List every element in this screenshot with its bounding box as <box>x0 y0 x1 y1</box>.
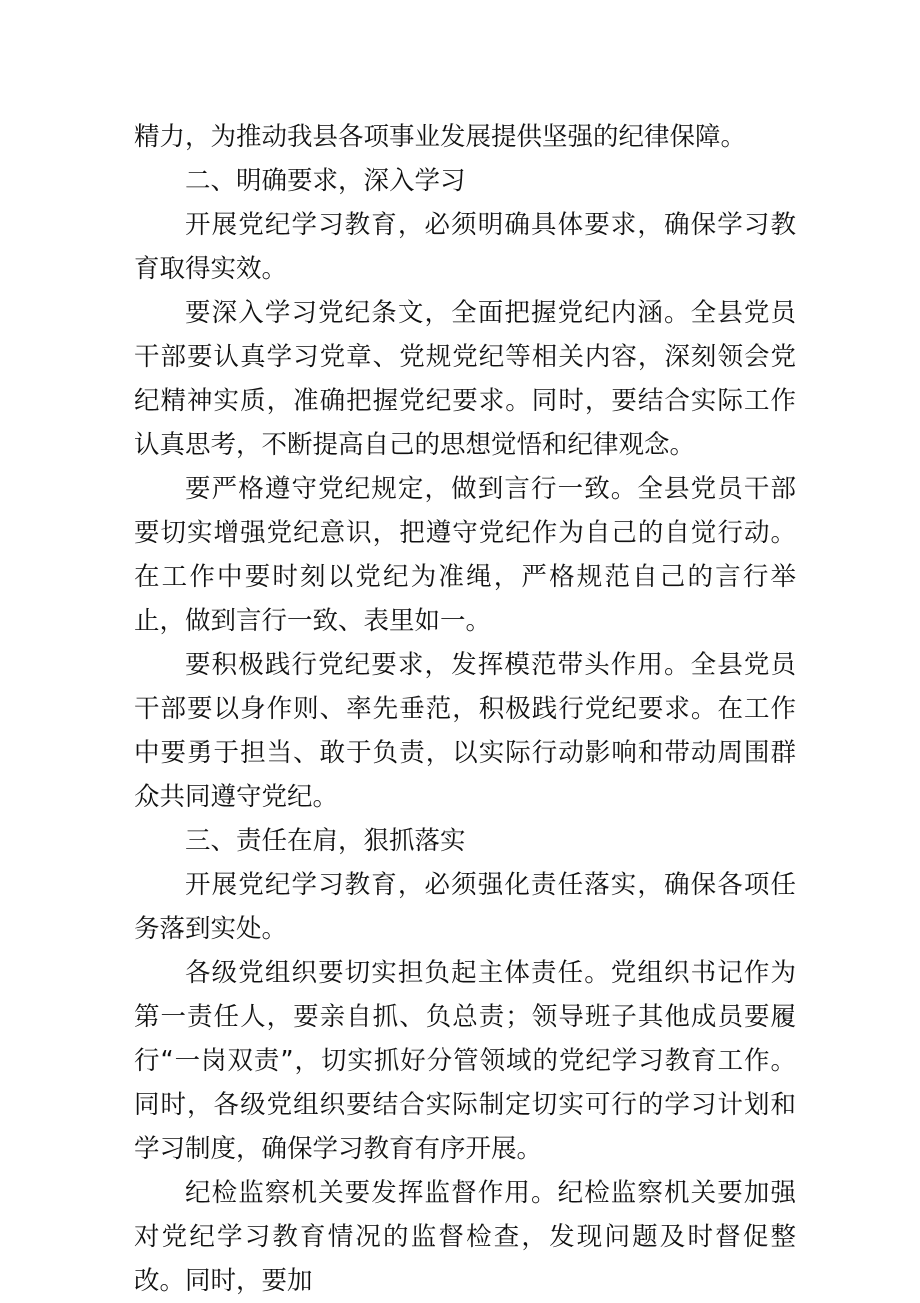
paragraph: 开展党纪学习教育，必须明确具体要求，确保学习教育取得实效。 <box>134 210 796 284</box>
paragraph: 要严格遵守党纪规定，做到言行一致。全县党员干部要切实增强党纪意识，把遵守党纪作为自己的自觉行动。在工作中要时刻以党纪为准绳，严格规范自己的言行举止，做到言行一致、表里如一。 <box>134 474 796 636</box>
document-body <box>134 115 796 1303</box>
paragraph: 要积极践行党纪要求，发挥模范带头作用。全县党员干部要以身作则、率先垂范，积极践行党纪要求。在工作中要勇于担当、敢于负责，以实际行动影响和带动周围群众共同遵守党纪。 <box>134 650 796 812</box>
paragraph: 要深入学习党纪条文，全面把握党纪内涵。全县党员干部要认真学习党章、党规党纪等相关内容，深刻领会党纪精神实质，准确把握党纪要求。同时，要结合实际工作认真思考，不断提高自己的思想觉悟和纪律观念。 <box>134 298 796 460</box>
section-heading-2: 二、明确要求，深入学习 <box>185 166 466 196</box>
paragraph: 开展党纪学习教育，必须强化责任落实，确保各项任务落到实处。 <box>134 870 796 944</box>
continued-paragraph: 精力，为推动我县各项事业发展提供坚强的纪律保障。 <box>134 122 747 152</box>
section-heading-3: 三、责任在肩，狠抓落实 <box>185 826 466 856</box>
paragraph: 各级党组织要切实担负起主体责任。党组织书记作为第一责任人，要亲自抓、负总责；领导班子其他成员要履行“一岗双责”，切实抓好分管领域的党纪学习教育工作。同时，各级党组织要结合实际制定切实可行的学习计划和学习制度，确保学习教育有序开展。 <box>134 958 796 1164</box>
paragraph: 纪检监察机关要发挥监督作用。纪检监察机关要加强对党纪学习教育情况的监督检查，发现问题及时督促整改。同时，要加 <box>134 1178 796 1296</box>
